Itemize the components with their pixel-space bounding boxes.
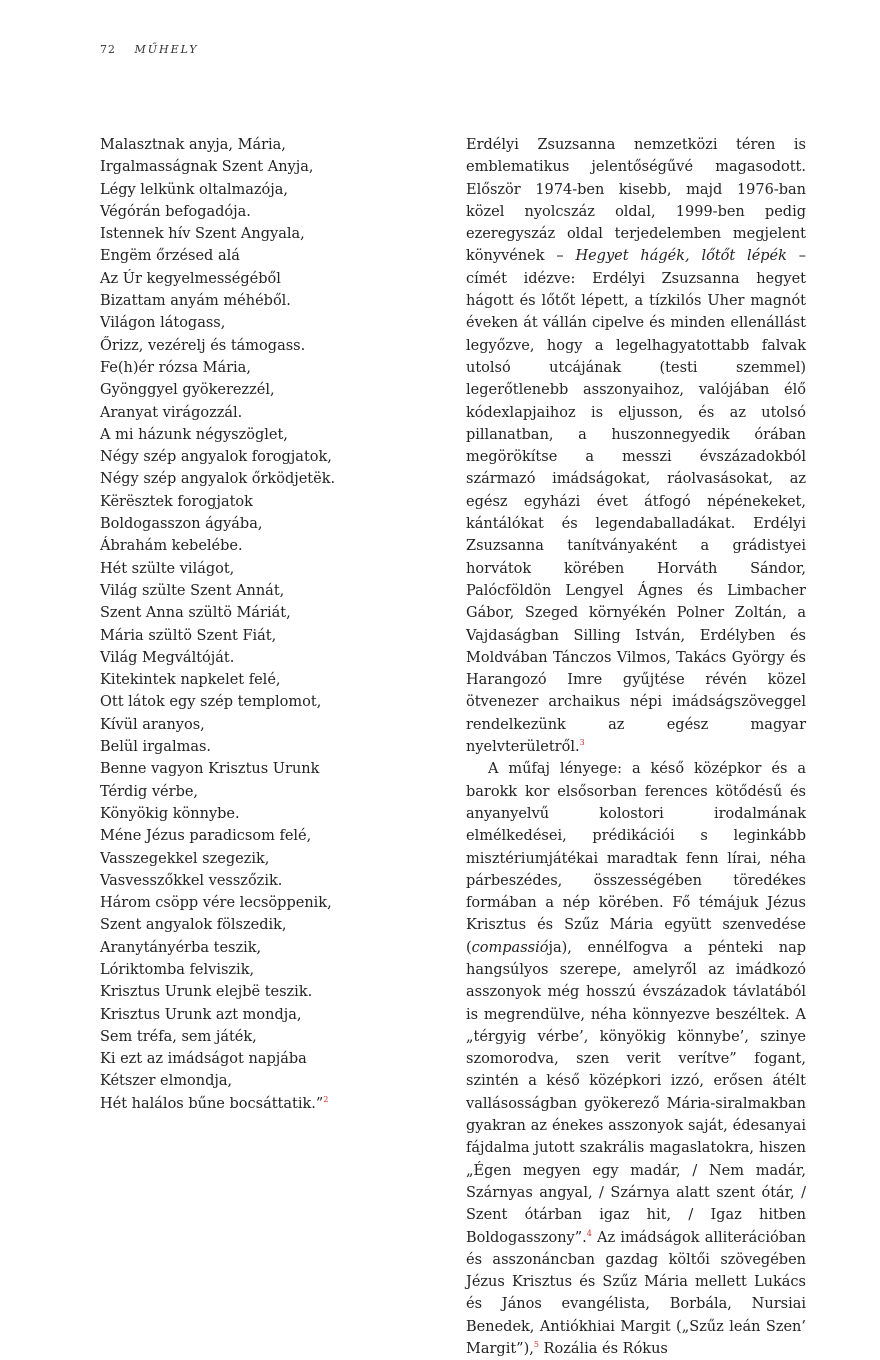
poem-line: Hét szülte világot, [100,560,235,577]
poem-line: Térdig vérbe, [100,783,199,800]
paragraph-text: A műfaj lényege: a késő középkor és a barokk kor elsősorban ferences kötődésű és anyanyelvű kolostori irodalmának elmélkedései, prédikációi s leginkább misztériumjátékai maradtak fenn lírai, néha párbeszédes, összességében töredékes formában a nép körében. Fő témájuk Jézus Krisztus és Szűz Mária együtt szenvedése ( [466,761,806,956]
poem-line: Kétszer elmondja, [100,1073,233,1090]
poem-line: Vasszegekkel szegezik, [100,850,270,867]
section-title: MŰHELY [134,43,199,56]
poem-line: Ki ezt az imádságot napjába [100,1051,307,1068]
footnote-marker: 3 [579,738,585,748]
poem-line: Szent Anna szültö Máriát, [100,605,291,622]
poem-line: Fe(h)ér rózsa Mária, [100,359,251,376]
poem-line: Méne Jézus paradicsom felé, [100,828,312,845]
paragraph-text: Rozália és Rókus [538,1341,668,1358]
poem-line: Krisztus Urunk azt mondja, [100,1006,302,1023]
poem-line: Bizattam anyám méhéből. [100,293,291,310]
footnote-marker: 5 [533,1340,539,1350]
poem-line: Istennek hív Szent Angyala, [100,226,305,243]
poem-line: Mária szültö Szent Fiát, [100,627,277,644]
poem-line: Kërësztek forogjatok [100,493,253,510]
poem-line: Világon látogass, [100,315,226,332]
poem-line: Aranytányérba teszik, [100,939,262,956]
poem-column [100,134,430,1115]
poem-line: Boldogasszon ágyába, [100,516,263,533]
poem-line: Világ Megváltóját. [100,649,235,666]
poem-line: Irgalmasságnak Szent Anyja, [100,159,314,176]
paragraph-text: ja), ennélfogva a pénteki nap hangsúlyos szerepe, amelyről az imádkozó asszonyok még hosszú évszázadok távlatából is megrendülve, néha könnyezve beszéltek. A „térgyig vérbe’, könyökig könnybe’, szinye szomorodva, szen verit verítve” fogant, szintén a késő középkori izzó, erősen átélt vallásosságban gyökerező Mária-siralmakban gyakran az énekes asszonyok saját, édesanyai fájdalma jutott szakrális magaslatokra, hiszen „Égen megyen egy madár, / Nem madár, Szárnyas angyal, / Szárnya alatt szent ótár, / Szent ótárban igaz hit, / Igaz hitben Boldogasszony”. [466,939,806,1246]
poem-line: Aranyat virágozzál. [100,404,243,421]
poem-line: Őrizz, vezérelj és támogass. [100,337,306,354]
poem-line: Benne vagyon Krisztus Urunk [100,761,320,778]
poem-line: Könyökig könnybe. [100,805,240,822]
poem-line: Az Úr kegyelmességéből [100,270,281,287]
poem-line: A mi házunk négyszöglet, [100,426,288,443]
paragraph-text: Erdélyi Zsuzsanna nemzetközi téren is emblematikus jelentőségűvé magasodott. Először 1974-ben kisebb, majd 1976-ban közel nyolcszáz oldal, 1999-ben pedig ezeregyszáz oldal terjedelemben megjelent könyvének – [466,137,806,265]
poem-line: Lóriktomba felviszik, [100,961,255,978]
poem-line: Légy lelkünk oltalmazója, [100,181,288,198]
book-title: Hegyet hágék, lőtőt lépék [575,248,787,265]
poem-line: Vasvesszőkkel vesszőzik. [100,872,283,889]
poem-line: Világ szülte Szent Annát, [100,582,285,599]
poem-line: Végórán befogadója. [100,203,251,220]
poem-line: Gyönggyel gyökerezzél, [100,382,275,399]
prose-column [466,134,806,1360]
footnote-marker: 2 [323,1094,329,1104]
poem-line: Négy szép angyalok őrködjetëk. [100,471,336,488]
poem-line: Ábrahám kebelébe. [100,538,243,555]
poem-line: Malasztnak anyja, Mária, [100,137,286,153]
paragraph-2 [466,758,806,1360]
poem-line: Belül irgalmas. [100,739,212,756]
footnote-marker: 4 [586,1228,592,1238]
paragraph-text: Az imádságok alliterációban és asszonáncban gazdag költői szövegében Jézus Krisztus és Szűz Mária mellett Lukács és János evangélista, Borbála, Nursiai Benedek, Antiókhiai Margit („Szűz leán Szen’ Margit”), [466,1229,806,1358]
poem-line: Három csöpp vére lecsöppenik, [100,895,332,912]
paragraph-text: – címét idézve: Erdélyi Zsuzsanna hegyet hágott és lőtőt lépett, a tízkilós Uher magnót éveken át vállán cipelve és minden ellenállást legyőzve, hogy a legelhagyatottabb falvak utolsó utcájának (testi szemmel) legerőtlenebb asszonyaihoz, valójában élő kódexlapjaihoz is eljusson, és az utolsó pillanatban, a huszonnegyedik órában megörökítse a messzi évszázadokból származó imádságokat, ráolvasásokat, az egész egyházi évet átfogó népénekeket, kántálókat és legendaballadákat. Erdélyi Zsuzsanna tanítványaként a grádistyei horvátok körében Horváth Sándor, Palócföldön Lengyel Ágnes és Limbacher Gábor, Szeged környékén Polner Zoltán, a Vajdaságban Silling István, Erdélyben és Moldvában Tánczos Vilmos, Takács György és Harangozó Imre gyűjtése révén közel ötvenezer archaikus népi imádságszöveggel rendelkezünk az egész magyar nyelvterületről. [466,248,807,756]
paragraph-1 [466,134,806,758]
poem-line-text: Hét halálos bűne bocsáttatik.” [100,1095,324,1112]
running-header [100,43,199,56]
poem-line: Négy szép angyalok forogjatok, [100,449,332,466]
italic-term: compassió [471,939,549,956]
poem-line: Sem tréfa, sem játék, [100,1028,257,1045]
poem-line: Szent angyalok fölszedik, [100,917,287,934]
page-number: 72 [100,43,116,56]
poem-line: Engëm őrzésed alá [100,248,240,265]
poem-line: Ott látok egy szép templomot, [100,694,322,711]
poem-line: Kitekintek napkelet felé, [100,672,281,689]
poem-line [100,1093,430,1115]
poem-line: Krisztus Urunk elejbë teszik. [100,984,313,1001]
poem-line: Kívül aranyos, [100,716,205,733]
